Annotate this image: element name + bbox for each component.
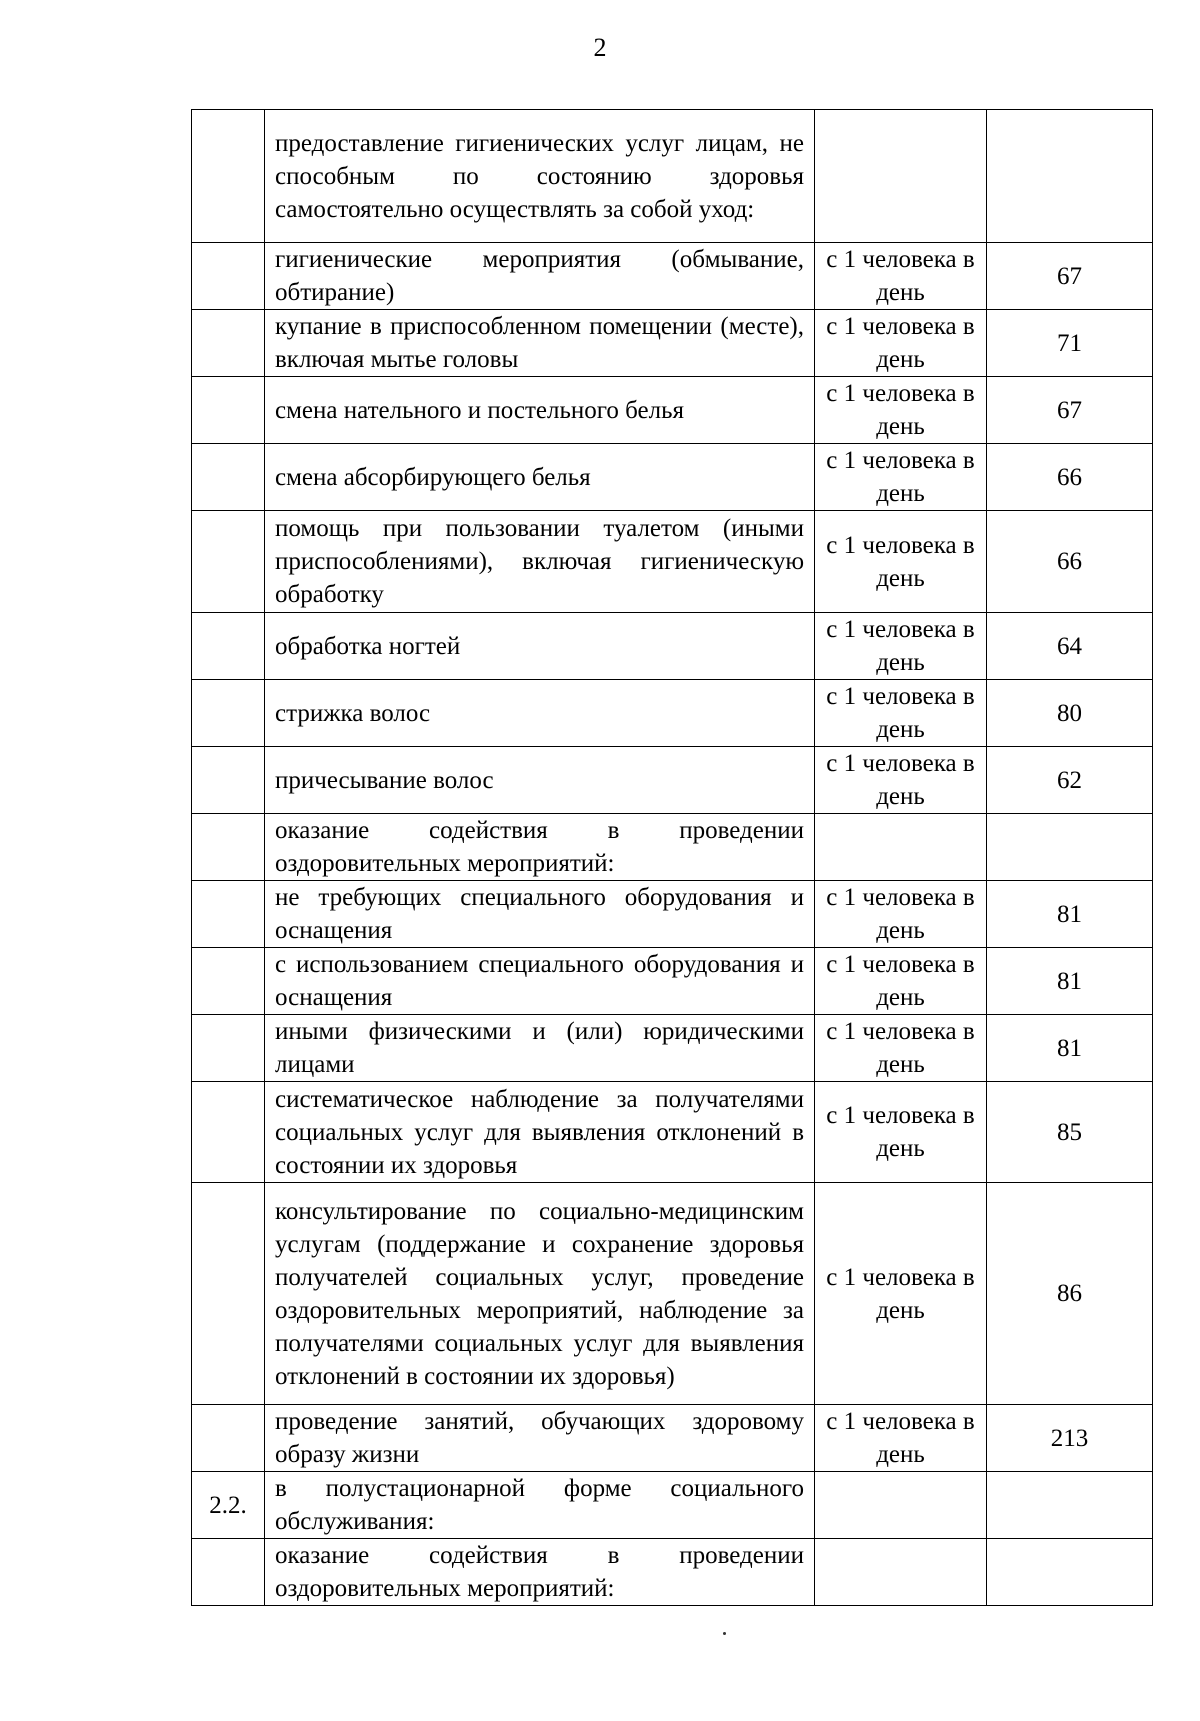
tariff-value-cell: 62 <box>987 747 1153 814</box>
services-tariff-table <box>191 109 1153 1606</box>
tariff-value-cell: 81 <box>987 948 1153 1015</box>
item-number-cell <box>192 814 265 881</box>
service-description-cell: стрижка волос <box>265 680 815 747</box>
unit-of-measure-cell: с 1 человека в день <box>815 1405 987 1472</box>
unit-of-measure-cell <box>815 110 987 243</box>
tariff-value-cell: 66 <box>987 444 1153 511</box>
unit-of-measure-cell: с 1 человека в день <box>815 613 987 680</box>
service-description-cell: гигиенические мероприятия (обмывание, обтирание) <box>265 243 815 310</box>
unit-of-measure-cell: с 1 человека в день <box>815 243 987 310</box>
unit-of-measure-cell: с 1 человека в день <box>815 444 987 511</box>
table-row <box>192 243 1153 310</box>
table-row <box>192 1015 1153 1082</box>
tariff-value-cell: 86 <box>987 1183 1153 1405</box>
tariff-table-body <box>192 110 1153 1606</box>
unit-of-measure-cell: с 1 человека в день <box>815 1183 987 1405</box>
item-number-cell <box>192 1082 265 1183</box>
item-number-cell <box>192 881 265 948</box>
item-number-cell <box>192 377 265 444</box>
item-number-cell <box>192 1539 265 1606</box>
unit-of-measure-cell: с 1 человека в день <box>815 881 987 948</box>
service-description-cell: помощь при пользовании туалетом (иными приспособлениями), включая гигиеническую обработку <box>265 511 815 613</box>
table-row <box>192 881 1153 948</box>
service-description-cell: обработка ногтей <box>265 613 815 680</box>
service-description-cell: смена нательного и постельного белья <box>265 377 815 444</box>
table-row <box>192 1183 1153 1405</box>
unit-of-measure-cell: с 1 человека в день <box>815 680 987 747</box>
service-description-cell: консультирование по социально-медицинским услугам (поддержание и сохранение здоровья получателей социальных услуг, проведение оздоровительных мероприятий, наблюдение за получателями социальных услуг для выявления отклонений в состоянии их здоровья) <box>265 1183 815 1405</box>
service-description-cell: в полустационарной форме социального обслуживания: <box>265 1472 815 1539</box>
service-description-cell: проведение занятий, обучающих здоровому образу жизни <box>265 1405 815 1472</box>
service-description-cell: предоставление гигиенических услуг лицам, не способным по состоянию здоровья самостоятельно осуществлять за собой уход: <box>265 110 815 243</box>
table-row <box>192 110 1153 243</box>
table-row <box>192 511 1153 613</box>
service-description-cell: причесывание волос <box>265 747 815 814</box>
table-row <box>192 310 1153 377</box>
tariff-value-cell: 213 <box>987 1405 1153 1472</box>
table-row <box>192 613 1153 680</box>
tariff-value-cell: 67 <box>987 243 1153 310</box>
item-number-cell <box>192 680 265 747</box>
unit-of-measure-cell: с 1 человека в день <box>815 747 987 814</box>
unit-of-measure-cell <box>815 1472 987 1539</box>
service-description-cell: смена абсорбирующего белья <box>265 444 815 511</box>
tariff-value-cell: 81 <box>987 881 1153 948</box>
table-row <box>192 377 1153 444</box>
item-number-cell: 2.2. <box>192 1472 265 1539</box>
table-row <box>192 1472 1153 1539</box>
unit-of-measure-cell <box>815 1539 987 1606</box>
tariff-value-cell <box>987 110 1153 243</box>
tariff-value-cell: 81 <box>987 1015 1153 1082</box>
table-row <box>192 1082 1153 1183</box>
item-number-cell <box>192 444 265 511</box>
service-description-cell: купание в приспособленном помещении (месте), включая мытье головы <box>265 310 815 377</box>
unit-of-measure-cell: с 1 человека в день <box>815 948 987 1015</box>
item-number-cell <box>192 243 265 310</box>
table-row <box>192 680 1153 747</box>
unit-of-measure-cell: с 1 человека в день <box>815 1015 987 1082</box>
table-row <box>192 444 1153 511</box>
table-row <box>192 747 1153 814</box>
service-description-cell: иными физическими и (или) юридическими лицами <box>265 1015 815 1082</box>
item-number-cell <box>192 1183 265 1405</box>
service-description-cell: оказание содействия в проведении оздоровительных мероприятий: <box>265 814 815 881</box>
tariff-value-cell: 85 <box>987 1082 1153 1183</box>
service-description-cell: оказание содействия в проведении оздоровительных мероприятий: <box>265 1539 815 1606</box>
tariff-value-cell: 67 <box>987 377 1153 444</box>
item-number-cell <box>192 310 265 377</box>
page-number: 2 <box>593 33 607 62</box>
unit-of-measure-cell: с 1 человека в день <box>815 377 987 444</box>
tariff-value-cell: 66 <box>987 511 1153 613</box>
tariff-value-cell <box>987 1539 1153 1606</box>
item-number-cell <box>192 511 265 613</box>
unit-of-measure-cell <box>815 814 987 881</box>
tariff-value-cell: 64 <box>987 613 1153 680</box>
service-description-cell: систематическое наблюдение за получателями социальных услуг для выявления отклонений в состоянии их здоровья <box>265 1082 815 1183</box>
unit-of-measure-cell: с 1 человека в день <box>815 310 987 377</box>
tariff-value-cell <box>987 1472 1153 1539</box>
item-number-cell <box>192 613 265 680</box>
table-row <box>192 1539 1153 1606</box>
table-row <box>192 948 1153 1015</box>
table-row <box>192 814 1153 881</box>
item-number-cell <box>192 1015 265 1082</box>
tariff-value-cell: 80 <box>987 680 1153 747</box>
table-row <box>192 1405 1153 1472</box>
service-description-cell: не требующих специального оборудования и оснащения <box>265 881 815 948</box>
tariff-value-cell <box>987 814 1153 881</box>
unit-of-measure-cell: с 1 человека в день <box>815 511 987 613</box>
item-number-cell <box>192 747 265 814</box>
scan-artifact-dot <box>723 1632 726 1635</box>
unit-of-measure-cell: с 1 человека в день <box>815 1082 987 1183</box>
service-description-cell: с использованием специального оборудования и оснащения <box>265 948 815 1015</box>
item-number-cell <box>192 948 265 1015</box>
tariff-value-cell: 71 <box>987 310 1153 377</box>
item-number-cell <box>192 110 265 243</box>
item-number-cell <box>192 1405 265 1472</box>
